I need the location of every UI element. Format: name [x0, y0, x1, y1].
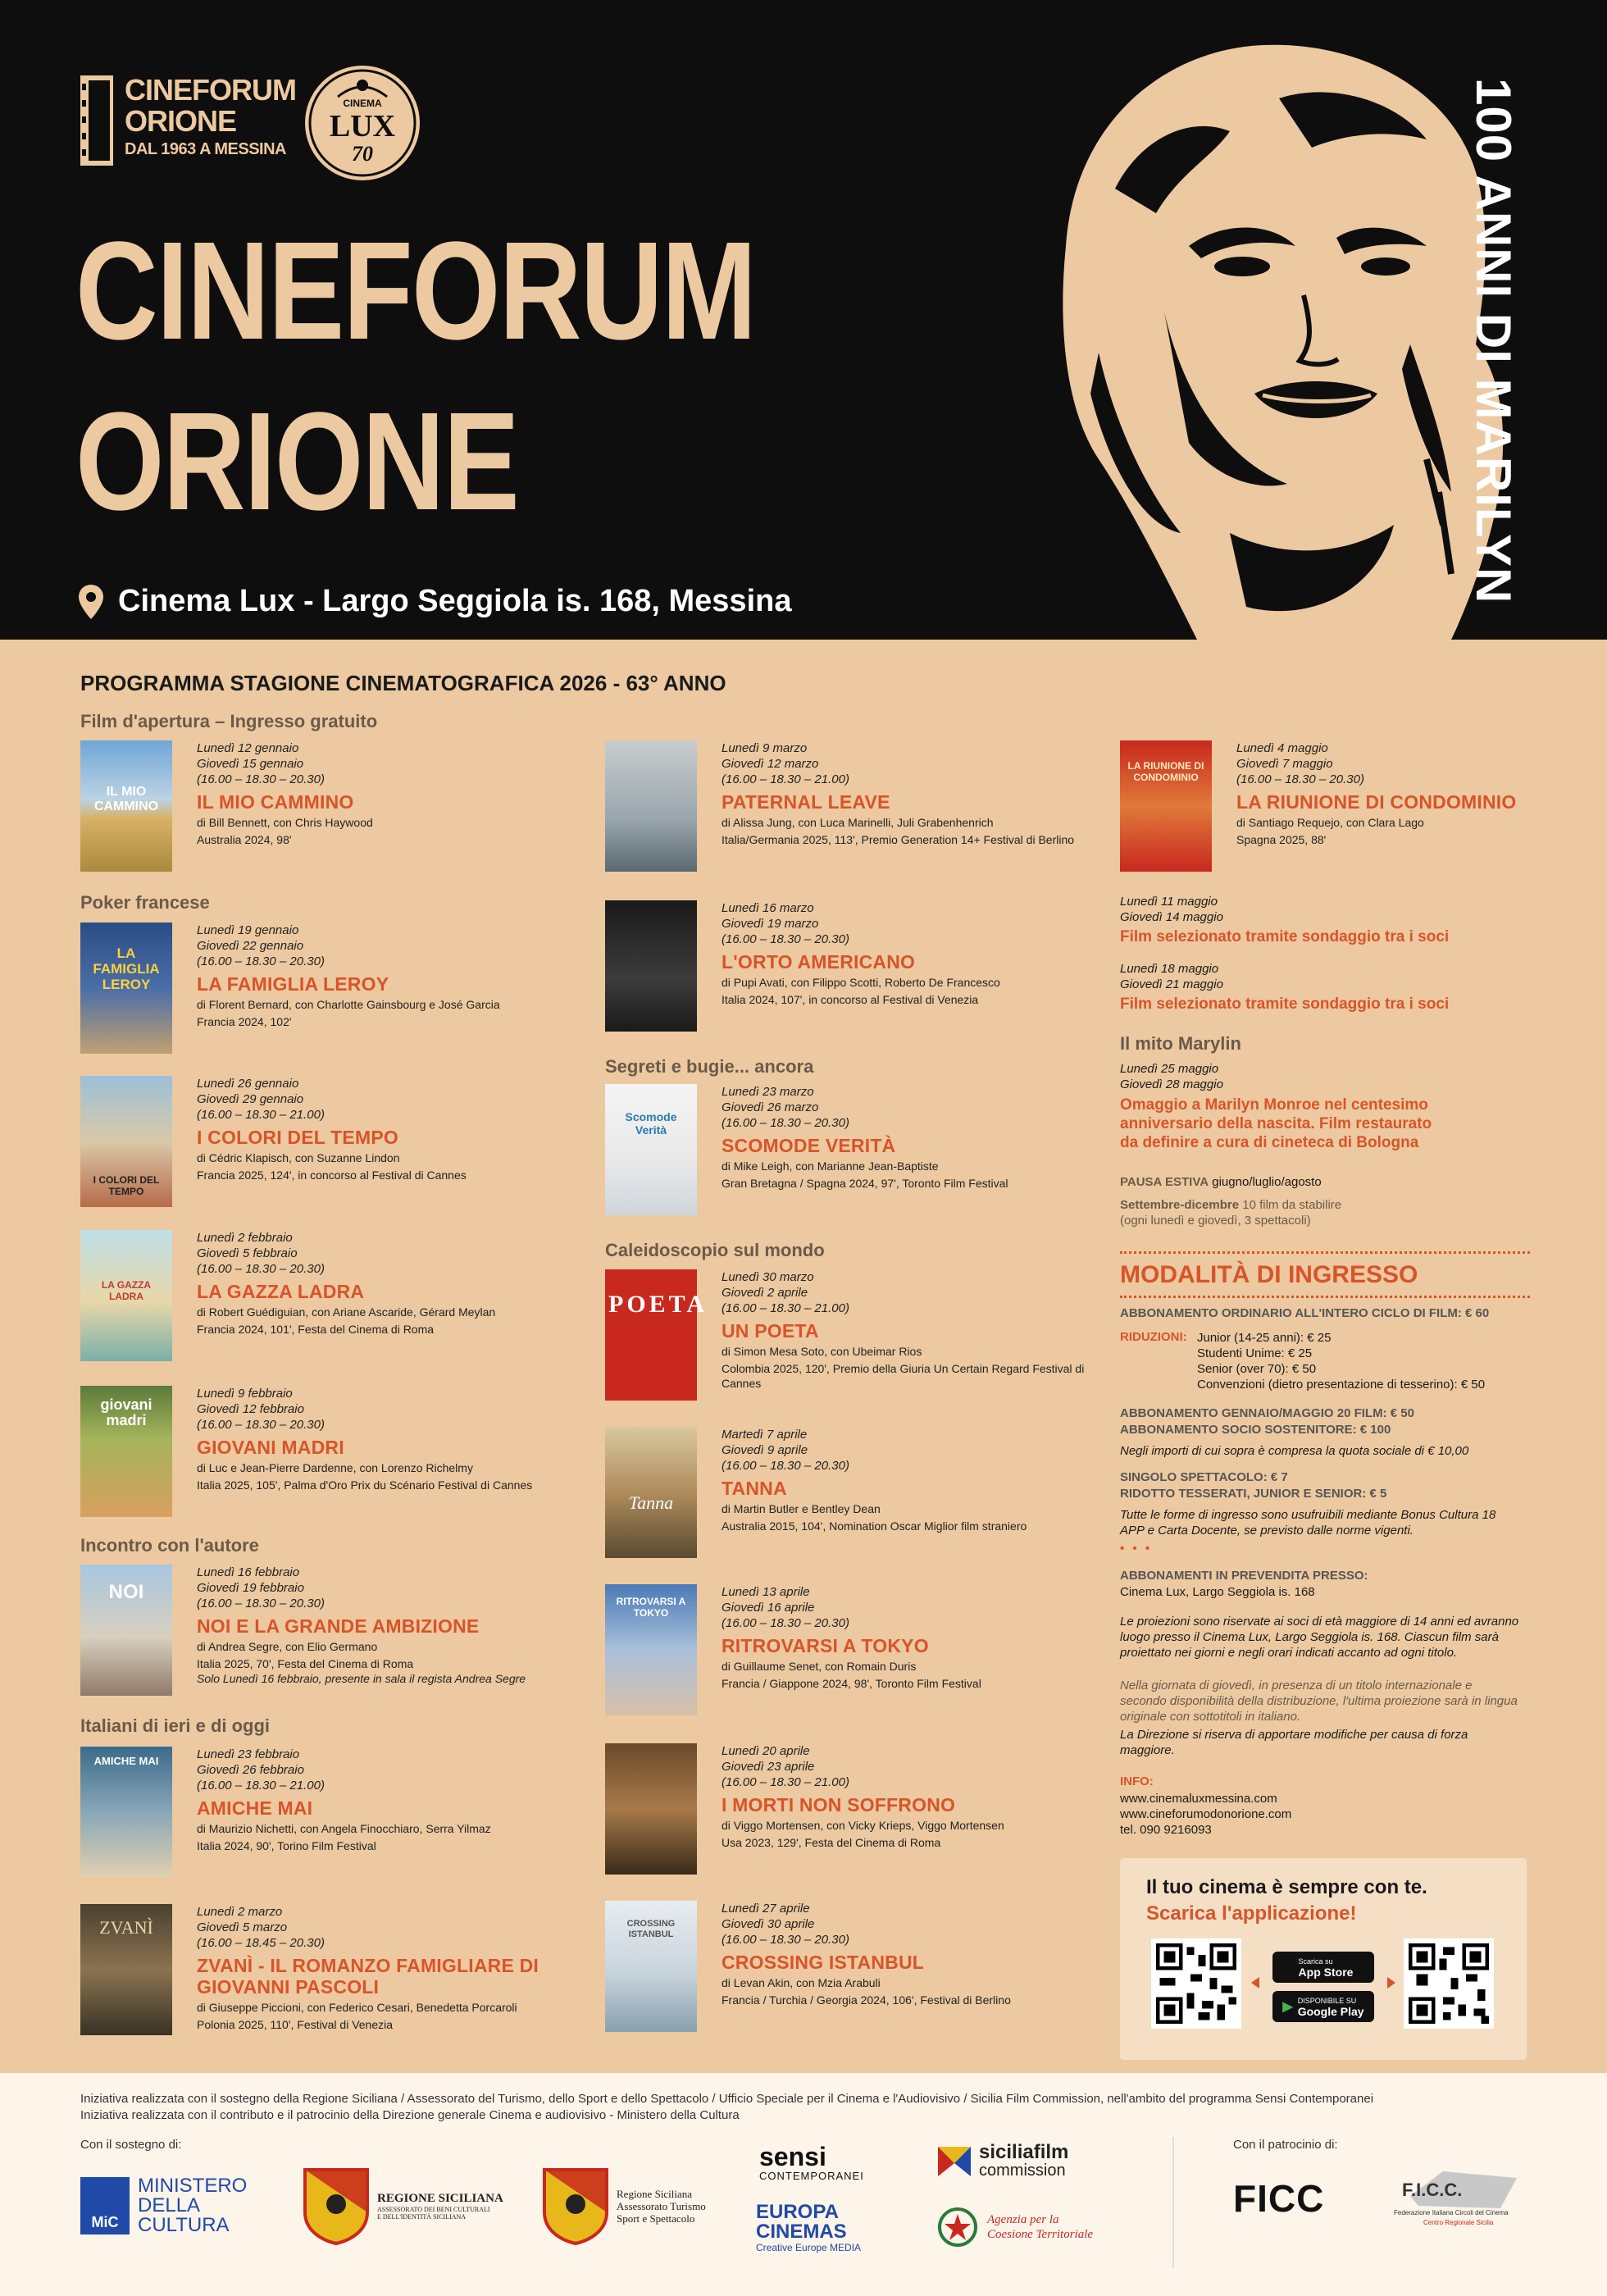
- autumn-schedule-sub: (ogni lunedì e giovedì, 3 spettacoli): [1120, 1214, 1311, 1228]
- film-date-1: Lunedì 16 febbraio: [197, 1565, 300, 1579]
- film-details: Australia 2015, 104', Nomination Oscar Miglior film straniero: [722, 1519, 1027, 1533]
- regione-siciliana-beni-culturali-logo: [302, 2166, 503, 2245]
- marilyn-portrait-image: [1066, 0, 1525, 640]
- separator-dots: • • •: [1120, 1542, 1153, 1556]
- prevendita-value: Cinema Lux, Largo Seggiola is. 168: [1120, 1585, 1315, 1599]
- poster-title: LA RIUNIONE DI CONDOMINIO: [1127, 760, 1204, 783]
- main-title-line-1: CINEFORUM: [75, 213, 756, 369]
- qr-code-ios[interactable]: [1151, 1938, 1241, 2029]
- sicilia-film-commission-logo: [936, 2143, 1068, 2180]
- info-phone[interactable]: tel. 090 9216093: [1120, 1823, 1212, 1837]
- film-date-2: Giovedì 5 marzo: [197, 1920, 288, 1934]
- film-times: (16.00 – 18.30 – 21.00): [722, 772, 849, 786]
- film-entry: [80, 1565, 572, 1696]
- film-credits: di Viggo Mortensen, con Vicky Krieps, Viggo Mortensen: [722, 1819, 1004, 1832]
- riduzione-item: Junior (14-25 anni): € 25: [1197, 1331, 1332, 1345]
- film-entry: [80, 1076, 572, 1207]
- ficc-sicilia-logo: [1394, 2163, 1533, 2245]
- film-title: L'ORTO AMERICANO: [722, 951, 916, 973]
- film-details: Polonia 2025, 110', Festival di Venezia: [197, 2018, 394, 2031]
- marilyn-entry: [1120, 1061, 1448, 1152]
- film-date-1: Lunedì 16 marzo: [722, 901, 814, 915]
- film-poster: [80, 1904, 172, 2035]
- film-date-1: Lunedì 9 febbraio: [197, 1387, 293, 1401]
- marilyn-date-2: Giovedì 28 maggio: [1120, 1077, 1223, 1091]
- footer-divider: [1172, 2137, 1174, 2268]
- film-title: TANNA: [722, 1478, 787, 1499]
- play-icon: ▶: [1282, 2000, 1293, 2014]
- film-entry: [605, 900, 1097, 1032]
- ficc-logo: FICC: [1233, 2177, 1325, 2220]
- abbonamento-sostenitore: ABBONAMENTO SOCIO SOSTENITORE: € 100: [1120, 1423, 1391, 1437]
- rs2-line-1: Regione Siciliana: [617, 2187, 693, 2200]
- italian-emblem-icon: [936, 2206, 979, 2248]
- film-poster: [80, 1386, 172, 1517]
- film-poster: [80, 1565, 172, 1696]
- film-credits: di Levan Akin, con Mzia Arabuli: [722, 1976, 881, 1989]
- section-heading-marylin: Il mito Marylin: [1120, 1033, 1241, 1054]
- film-times: (16.00 – 18.30 – 20.30): [197, 1597, 325, 1610]
- film-poster: [80, 1076, 172, 1207]
- marilyn-date-1: Lunedì 25 maggio: [1120, 1062, 1219, 1076]
- film-date-2: Giovedì 19 febbraio: [197, 1581, 304, 1595]
- film-date-2: Giovedì 23 aprile: [722, 1760, 815, 1774]
- film-date-1: Lunedì 19 gennaio: [197, 923, 299, 937]
- cinema-lux-70-logo: [305, 66, 420, 180]
- film-credits: di Martin Butler e Bentley Dean: [722, 1502, 881, 1515]
- rs1-line-3: E DELL'IDENTITÀ SICILIANA: [377, 2212, 467, 2221]
- film-details: Gran Bretagna / Spagna 2024, 97', Toronto Film Festival: [722, 1177, 1008, 1190]
- film-date-2: Giovedì 19 marzo: [722, 917, 819, 931]
- film-date-2: Giovedì 5 febbraio: [197, 1246, 298, 1260]
- film-entry: [80, 740, 572, 872]
- film-times: (16.00 – 18.30 – 20.30): [197, 1262, 325, 1276]
- film-poster: [605, 1427, 697, 1558]
- footer-credit-2: Iniziativa realizzata con il contributo e il patrocinio della Direzione generale Cinema e audiovisivo - Ministero della Cultura: [80, 2108, 740, 2122]
- film-details: Usa 2023, 129', Festa del Cinema di Roma: [722, 1836, 941, 1849]
- film-entry: [605, 1427, 1097, 1558]
- film-credits: di Santiago Requejo, con Clara Lago: [1236, 816, 1424, 829]
- survey-title: Film selezionato tramite sondaggio tra i soci: [1120, 995, 1450, 1013]
- poster-title: Tanna: [628, 1492, 674, 1513]
- film-details: Francia / Giappone 2024, 98', Toronto Film Festival: [722, 1677, 981, 1690]
- sensi-contemporanei-logo: [759, 2143, 864, 2182]
- footer-credit-1: Iniziativa realizzata con il sostegno della Regione Siciliana / Assessorato del Turismo, dello Sport e dello Spettacolo / Ufficio Speciale per il Cinema e l'Audiovisivo / Sicilia Film Commission, nell'ambito del programma Sensi Contemporanei: [80, 2092, 1374, 2106]
- film-entry: [80, 1386, 572, 1517]
- location-text: Cinema Lux - Largo Seggiola is. 168, Messina: [118, 584, 792, 618]
- film-times: (16.00 – 18.30 – 21.00): [722, 1301, 849, 1315]
- film-date-1: Lunedì 9 marzo: [722, 741, 808, 755]
- film-date-1: Lunedì 2 marzo: [197, 1905, 283, 1919]
- app-store-label: App Store: [1298, 1966, 1354, 1979]
- map-pin-icon: [79, 585, 103, 619]
- poster-title: CROSSING ISTANBUL: [626, 1919, 676, 1939]
- film-title: GIOVANI MADRI: [197, 1437, 344, 1458]
- abbonamento-gennaio-maggio: ABBONAMENTO GENNAIO/MAGGIO 20 FILM: € 50: [1120, 1406, 1414, 1420]
- film-times: (16.00 – 18.30 – 20.30): [197, 1418, 325, 1432]
- film-date-2: Giovedì 16 aprile: [722, 1601, 815, 1615]
- film-date-1: Lunedì 26 gennaio: [197, 1077, 299, 1091]
- film-credits: di Robert Guédiguian, con Ariane Ascaride, Gérard Meylan: [197, 1305, 496, 1319]
- europa-line-3: Creative Europe MEDIA: [756, 2242, 862, 2253]
- film-credits: di Alissa Jung, con Luca Marinelli, Juli Grabenhenrich: [722, 816, 994, 829]
- film-times: (16.00 – 18.30 – 20.30): [722, 932, 849, 946]
- regione-siciliana-shield-icon: [541, 2166, 610, 2245]
- section-heading-caleidoscopio: Caleidoscopio sul mondo: [605, 1240, 825, 1260]
- lux-logo-name: LUX: [329, 109, 396, 144]
- film-times: (16.00 – 18.30 – 20.30): [1236, 772, 1364, 786]
- film-times: (16.00 – 18.30 – 21.00): [722, 1775, 849, 1789]
- film-poster: [605, 740, 697, 872]
- vertical-title-text: 100 ANNI DI MARILYN: [1466, 78, 1521, 604]
- film-details: Italia/Germania 2025, 113', Premio Generation 14+ Festival di Berlino: [722, 833, 1075, 846]
- arrow-right-icon: [1387, 1977, 1395, 1988]
- film-date-2: Giovedì 2 aprile: [722, 1286, 808, 1300]
- europa-line-1: EUROPA: [756, 2201, 839, 2223]
- film-date-2: Giovedì 26 febbraio: [197, 1763, 304, 1777]
- arrow-left-icon: [1251, 1977, 1259, 1988]
- film-date-1: Lunedì 2 febbraio: [197, 1231, 293, 1245]
- poster-header: [0, 0, 1607, 640]
- film-credits: di Simon Mesa Soto, con Ubeimar Rios: [722, 1345, 922, 1358]
- film-credits: di Maurizio Nichetti, con Angela Finocchiaro, Serra Yilmaz: [197, 1822, 491, 1835]
- film-poster: [605, 1584, 697, 1715]
- cineforum-orione-logo: [80, 75, 296, 166]
- vertical-title: [1466, 78, 1525, 604]
- ministero-cultura-logo: [80, 2176, 247, 2235]
- film-credits: di Luc e Jean-Pierre Dardenne, con Lorenzo Richelmy: [197, 1461, 473, 1474]
- autumn-schedule: [1120, 1197, 1530, 1228]
- section-heading-poker: Poker francese: [80, 892, 210, 913]
- sensi-line-2: CONTEMPORANEI: [759, 2170, 864, 2182]
- logo-line-3: DAL 1963 A MESSINA: [125, 140, 286, 158]
- film-times: (16.00 – 18.30 – 20.30): [722, 1616, 849, 1630]
- film-poster: [605, 1084, 697, 1215]
- film-entry: [605, 1269, 1097, 1401]
- poster-title: POETA: [608, 1291, 708, 1318]
- film-title: RITROVARSI A TOKYO: [722, 1635, 929, 1656]
- film-title: NOI E LA GRANDE AMBIZIONE: [197, 1615, 480, 1637]
- film-date-2: Giovedì 7 maggio: [1236, 757, 1333, 771]
- film-date-2: Giovedì 30 aprile: [722, 1917, 815, 1931]
- film-details: Francia 2024, 101', Festa del Cinema di Roma: [197, 1323, 435, 1336]
- film-date-2: Giovedì 22 gennaio: [197, 939, 304, 953]
- section-heading-italiani: Italiani di ieri e di oggi: [80, 1715, 271, 1736]
- sfc-line-2: commission: [979, 2162, 1066, 2180]
- europa-cinemas-logo: [756, 2203, 861, 2253]
- film-title: IL MIO CAMMINO: [197, 791, 354, 813]
- film-title: LA GAZZA LADRA: [197, 1281, 365, 1302]
- film-note: Solo Lunedì 16 febbraio, presente in sala il regista Andrea Segre: [197, 1672, 526, 1685]
- rs2-line-3: Sport e Spettacolo: [617, 2212, 695, 2225]
- info-website-1[interactable]: www.cinemaluxmessina.com: [1120, 1792, 1277, 1806]
- rs1-line-2: ASSESSORATO DEI BENI CULTURALI: [377, 2205, 490, 2213]
- summer-break-label: PAUSA ESTIVA: [1120, 1175, 1209, 1189]
- film-details: Colombia 2025, 120', Premio della Giuria Un Certain Regard Festival di Cannes: [722, 1362, 1085, 1390]
- film-title: UN POETA: [722, 1320, 819, 1342]
- google-play-small: DISPONIBILE SU: [1297, 1997, 1357, 2005]
- film-title: LA FAMIGLIA LEROY: [197, 973, 389, 995]
- prevendita-label: ABBONAMENTI IN PREVENDITA PRESSO:: [1120, 1569, 1368, 1583]
- film-date-1: Lunedì 23 febbraio: [197, 1747, 300, 1761]
- film-details: Francia 2025, 124', in concorso al Festival di Cannes: [197, 1168, 467, 1182]
- film-poster: [1120, 740, 1212, 872]
- lux-logo-top: CINEMA: [343, 98, 382, 109]
- film-credits: di Bill Bennett, con Chris Haywood: [197, 816, 373, 829]
- film-details: Spagna 2025, 88': [1236, 833, 1327, 846]
- rules-text-1: Le proiezioni sono riservate ai soci di età maggiore di 14 anni ed avranno luogo presso il Cinema Lux, Largo Seggiola is. 168. Ciascun film sarà proiettato nei giorni e negli orari indicati accanto ad ogni titolo.: [1120, 1615, 1519, 1660]
- film-times: (16.00 – 18.30 – 21.00): [197, 1779, 325, 1793]
- film-poster: [80, 1747, 172, 1878]
- summer-break-value: giugno/luglio/agosto: [1212, 1175, 1322, 1189]
- ficc2-line-1: F.I.C.C.: [1402, 2180, 1463, 2200]
- sfc-line-1: siciliafilm: [979, 2141, 1069, 2163]
- film-strip-icon: [80, 75, 113, 166]
- film-times: (16.00 – 18.30 – 20.30): [722, 1933, 849, 1947]
- patrocinio-label: Con il patrocinio di:: [1233, 2138, 1338, 2152]
- bonus-cultura: Tutte le forme di ingresso sono usufruibili mediante Bonus Cultura 18 APP e Carta Docente, se previsto dalle norme vigenti.: [1120, 1508, 1496, 1538]
- app-store-small: Scarica su: [1298, 1957, 1333, 1966]
- film-date-1: Lunedì 13 aprile: [722, 1585, 810, 1599]
- film-title: AMICHE MAI: [197, 1797, 313, 1819]
- rules-text-3: La Direzione si riserva di apportare modifiche per causa di forza maggiore.: [1120, 1728, 1468, 1757]
- main-title-line-2: ORIONE: [75, 384, 519, 540]
- film-date-1: Lunedì 30 marzo: [722, 1270, 814, 1284]
- marilyn-title: Omaggio a Marilyn Monroe nel centesimo anniversario della nascita. Film restaurato da definire a cura di cineteca di Bologna: [1120, 1096, 1432, 1151]
- film-entry: [605, 1743, 1097, 1875]
- section-heading-opening: Film d'apertura – Ingresso gratuito: [80, 711, 378, 731]
- film-date-1: Lunedì 4 maggio: [1236, 741, 1328, 755]
- film-details: Italia 2024, 90', Torino Film Festival: [197, 1839, 376, 1852]
- film-title: I COLORI DEL TEMPO: [197, 1127, 398, 1148]
- footer: [0, 2073, 1607, 2296]
- info-list: [1120, 1791, 1530, 1838]
- film-details: Italia 2025, 105', Palma d'Oro Prix du Scénario Festival di Cannes: [197, 1478, 533, 1492]
- film-entry: [605, 1584, 1097, 1715]
- film-poster: [80, 1230, 172, 1361]
- film-credits: di Andrea Segre, con Elio Germano: [197, 1640, 378, 1653]
- film-date-1: Martedì 7 aprile: [722, 1428, 808, 1442]
- poster-title: IL MIO CAMMINO: [93, 785, 159, 813]
- film-date-2: Giovedì 15 gennaio: [197, 757, 304, 771]
- film-details: Francia 2024, 102': [197, 1015, 292, 1028]
- survey-date-2: Giovedì 14 maggio: [1120, 910, 1223, 924]
- lux-logo-number: 70: [352, 142, 373, 166]
- act-line-1: Agenzia per la: [987, 2213, 1059, 2226]
- poster-title: LA FAMIGLIA LEROY: [93, 945, 160, 992]
- app-store-button[interactable]: [1272, 1952, 1374, 1983]
- singolo-spettacolo: SINGOLO SPETTACOLO: € 7: [1120, 1470, 1288, 1484]
- riduzione-item: Studenti Unime: € 25: [1197, 1346, 1313, 1360]
- divider: [1120, 1296, 1530, 1298]
- film-entry: [80, 1230, 572, 1361]
- film-details: Francia / Turchia / Georgia 2024, 106', Festival di Berlino: [722, 1993, 1011, 2007]
- poster-title: ZVANÌ: [99, 1917, 153, 1938]
- location: [79, 584, 791, 619]
- modalita-heading: MODALITÀ DI INGRESSO: [1120, 1261, 1418, 1288]
- film-entry: [80, 1904, 572, 2035]
- app-download-box: [1120, 1858, 1527, 2060]
- film-date-1: Lunedì 12 gennaio: [197, 741, 299, 755]
- info-website-2[interactable]: www.cineforumodonorione.com: [1120, 1807, 1292, 1821]
- abbonamento-ordinario: ABBONAMENTO ORDINARIO ALL'INTERO CICLO DI FILM: € 60: [1120, 1306, 1490, 1320]
- poster-title: AMICHE MAI: [93, 1755, 159, 1767]
- poster-title: NOI: [108, 1581, 144, 1603]
- info-label: INFO:: [1120, 1774, 1154, 1788]
- ridotto: RIDOTTO TESSERATI, JUNIOR E SENIOR: € 5: [1120, 1487, 1387, 1501]
- sostegno-label: Con il sostegno di:: [80, 2138, 182, 2152]
- survey-entry: [1120, 961, 1530, 1014]
- film-entry: [605, 1901, 1097, 2032]
- film-title: LA RIUNIONE DI CONDOMINIO: [1236, 791, 1517, 813]
- film-title: SCOMODE VERITÀ: [722, 1135, 896, 1156]
- poster-title: RITROVARSI A TOKYO: [616, 1596, 686, 1619]
- logo-line-2: ORIONE: [125, 104, 237, 138]
- film-poster: [605, 1269, 708, 1401]
- film-date-1: Lunedì 23 marzo: [722, 1085, 814, 1099]
- act-line-2: Coesione Territoriale: [987, 2228, 1094, 2241]
- film-times: (16.00 – 18.30 – 20.30): [197, 772, 325, 786]
- riduzione-item: Convenzioni (dietro presentazione di tesserino): € 50: [1197, 1378, 1486, 1392]
- film-poster: [80, 740, 172, 872]
- poster-title: giovani madri: [100, 1396, 153, 1428]
- section-heading-incontro: Incontro con l'autore: [80, 1535, 259, 1556]
- summer-break: [1120, 1174, 1530, 1190]
- film-entry: [605, 1084, 1097, 1215]
- film-times: (16.00 – 18.30 – 20.30): [722, 1459, 849, 1473]
- film-times: (16.00 – 18.30 – 21.00): [197, 1108, 325, 1122]
- rs2-line-2: Assessorato Turismo: [617, 2199, 706, 2212]
- film-credits: di Cédric Klapisch, con Suzanne Lindon: [197, 1151, 400, 1164]
- poster-title: I COLORI DEL TEMPO: [93, 1174, 160, 1197]
- film-poster: [80, 922, 172, 1054]
- ficc2-line-2: Federazione Italiana Circoli del Cinema: [1394, 2209, 1509, 2216]
- film-times: (16.00 – 18.30 – 20.30): [722, 1116, 849, 1130]
- rs1-line-1: REGIONE SICILIANA: [377, 2191, 503, 2205]
- regione-siciliana-shield-icon: [302, 2166, 371, 2245]
- regione-siciliana-turismo-logo: [541, 2166, 706, 2245]
- film-entry: [605, 740, 1097, 872]
- autumn-schedule-label: Settembre-dicembre: [1120, 1198, 1240, 1212]
- quota-sociale: Negli importi di cui sopra è compresa la quota sociale di € 10,00: [1120, 1444, 1469, 1458]
- mic-badge: MiC: [80, 2177, 130, 2234]
- mic-line-3: CULTURA: [138, 2214, 230, 2236]
- survey-date-1: Lunedì 11 maggio: [1120, 895, 1218, 909]
- poster-title: Scomode Verità: [625, 1110, 677, 1137]
- google-play-label: Google Play: [1297, 2005, 1364, 2018]
- rules-text-2: Nella giornata di giovedì, in presenza di un titolo internazionale e secondo disponibilità della distribuzione, l'ultima proiezione sarà in lingua originale con sottotitoli in italiano.: [1120, 1679, 1518, 1724]
- film-date-2: Giovedì 12 marzo: [722, 757, 819, 771]
- film-title: CROSSING ISTANBUL: [722, 1952, 925, 1973]
- app-cta: Scarica l'applicazione!: [1146, 1902, 1357, 1925]
- film-details: Italia 2024, 107', in concorso al Festival di Venezia: [722, 993, 979, 1006]
- film-date-2: Giovedì 26 marzo: [722, 1100, 819, 1114]
- film-date-1: Lunedì 20 aprile: [722, 1744, 810, 1758]
- ficc2-line-3: Centro Regionale Sicilia: [1423, 2219, 1494, 2226]
- riduzione-item: Senior (over 70): € 50: [1197, 1362, 1317, 1376]
- film-times: (16.00 – 18.30 – 20.30): [197, 954, 325, 968]
- film-date-2: Giovedì 29 gennaio: [197, 1092, 304, 1106]
- program-title: PROGRAMMA STAGIONE CINEMATOGRAFICA 2026 - 63° ANNO: [80, 671, 726, 695]
- film-credits: di Giuseppe Piccioni, con Federico Cesari, Benedetta Porcaroli: [197, 2001, 517, 2014]
- logo-line-1: CINEFORUM: [125, 73, 296, 107]
- film-credits: di Mike Leigh, con Marianne Jean-Baptiste: [722, 1159, 939, 1173]
- film-entry: [1120, 740, 1530, 872]
- film-title: PATERNAL LEAVE: [722, 791, 890, 813]
- film-date-2: Giovedì 9 aprile: [722, 1443, 808, 1457]
- film-title: ZVANÌ - IL ROMANZO FAMIGLIARE DI GIOVANNI PASCOLI: [197, 1955, 539, 1998]
- poster-title: LA GAZZA LADRA: [101, 1279, 152, 1302]
- film-details: Australia 2024, 98': [197, 833, 292, 846]
- film-date-1: Lunedì 27 aprile: [722, 1902, 810, 1916]
- film-credits: di Guillaume Senet, con Romain Duris: [722, 1660, 917, 1673]
- qr-code-android[interactable]: [1404, 1938, 1494, 2029]
- film-title: I MORTI NON SOFFRONO: [722, 1794, 956, 1815]
- film-entry: [80, 922, 572, 1054]
- film-times: (16.00 – 18.45 – 20.30): [197, 1936, 325, 1950]
- survey-title: Film selezionato tramite sondaggio tra i soci: [1120, 928, 1450, 945]
- mic-line-2: DELLA: [138, 2194, 201, 2216]
- agenzia-coesione-logo: [936, 2206, 1093, 2248]
- riduzioni-label: RIDUZIONI:: [1120, 1330, 1187, 1344]
- europa-line-2: CINEMAS: [756, 2221, 847, 2243]
- film-poster: [605, 1743, 697, 1875]
- autumn-schedule-value: 10 film da stabilire: [1242, 1198, 1342, 1212]
- film-poster: [605, 900, 697, 1032]
- film-credits: di Pupi Avati, con Filippo Scotti, Roberto De Francesco: [722, 976, 1000, 989]
- film-details: Italia 2025, 70', Festa del Cinema di Roma: [197, 1657, 414, 1670]
- survey-date-1: Lunedì 18 maggio: [1120, 962, 1219, 976]
- film-poster: [605, 1901, 697, 2032]
- sicilia-film-commission-icon: [936, 2143, 972, 2180]
- section-heading-segreti: Segreti e bugie... ancora: [605, 1056, 814, 1077]
- film-credits: di Florent Bernard, con Charlotte Gainsbourg e José Garcia: [197, 998, 500, 1011]
- sensi-line-1: sensi: [759, 2142, 826, 2171]
- survey-date-2: Giovedì 21 maggio: [1120, 977, 1223, 991]
- survey-entry: [1120, 894, 1530, 946]
- divider: [1120, 1251, 1530, 1254]
- film-entry: [80, 1747, 572, 1878]
- google-play-button[interactable]: [1272, 1991, 1374, 2022]
- mic-line-1: MINISTERO: [138, 2175, 248, 2197]
- film-date-2: Giovedì 12 febbraio: [197, 1402, 304, 1416]
- app-tagline: Il tuo cinema è sempre con te.: [1146, 1876, 1427, 1898]
